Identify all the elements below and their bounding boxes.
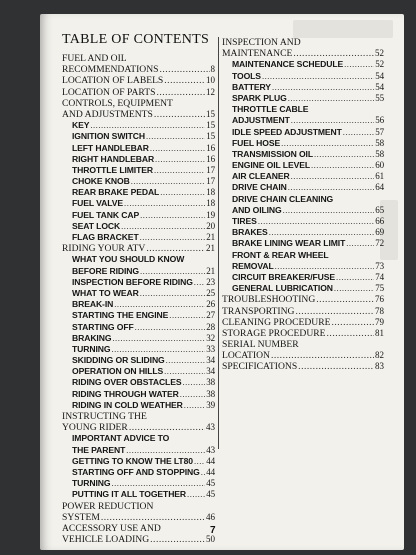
toc-leader-dots: [291, 171, 375, 182]
toc-entry[interactable]: [62, 389, 215, 400]
toc-entry-page: 52: [375, 59, 384, 70]
toc-entry-title: STARTING OFF: [72, 321, 134, 332]
toc-entry[interactable]: [62, 165, 215, 176]
toc-leader-dots: [114, 299, 205, 310]
toc-entry-title: AND ADJUSTMENTS: [62, 108, 153, 120]
toc-leader-dots: [140, 232, 206, 243]
toc-leader-dots: [262, 71, 374, 82]
toc-entry-title: AIR CLEANER: [232, 171, 290, 182]
toc-entry[interactable]: [62, 344, 215, 355]
toc-leader-dots: [269, 227, 374, 238]
toc-entry-page: 78: [375, 305, 384, 316]
toc-entry-page: 8: [210, 64, 215, 75]
toc-leader-dots: [258, 216, 374, 227]
toc-entry[interactable]: [62, 489, 215, 500]
toc-entry-page: 25: [206, 287, 215, 298]
toc-entry-page: 34: [206, 355, 215, 366]
toc-entry-title: FUEL AND OIL: [62, 53, 127, 64]
toc-leader-dots: [180, 389, 205, 400]
toc-entry[interactable]: [62, 254, 215, 265]
toc-entry[interactable]: [222, 250, 384, 261]
toc-leader-dots: [129, 422, 205, 433]
toc-entry-title: BRAKING: [72, 332, 112, 343]
toc-entry[interactable]: [222, 205, 384, 216]
toc-entry-title: TRANSPORTING: [222, 305, 295, 317]
toc-entry[interactable]: [62, 433, 215, 444]
toc-entry[interactable]: [62, 322, 215, 333]
toc-entry-page: 56: [375, 115, 384, 126]
toc-entry-title: GETTING TO KNOW THE LT80: [72, 455, 193, 466]
toc-entry[interactable]: [62, 534, 215, 545]
toc-leader-dots: [194, 456, 205, 467]
toc-entry-title: DRIVE CHAIN CLEANING: [232, 193, 334, 204]
toc-entry-page: 83: [375, 361, 384, 372]
toc-entry-title: WHAT TO WEAR: [72, 287, 139, 298]
toc-leader-dots: [271, 350, 374, 361]
toc-entry[interactable]: [222, 194, 384, 205]
toc-entry-page: 44: [206, 466, 215, 477]
toc-entry-title: BRAKE LINING WEAR LIMIT: [232, 238, 346, 249]
toc-entry-page: 58: [375, 148, 384, 159]
toc-leader-dots: [343, 127, 374, 138]
toc-entry[interactable]: [222, 272, 384, 283]
toc-entry-page: 45: [206, 478, 215, 489]
toc-entry-title: AND OILING: [232, 204, 282, 215]
toc-entry[interactable]: [222, 93, 384, 104]
toc-entry-title: TIRES: [232, 216, 257, 226]
toc-leader-dots: [154, 165, 205, 176]
toc-entry-title: THROTTLE LIMITER: [72, 164, 153, 175]
bleed-through-block: [293, 20, 393, 38]
toc-entry-page: 17: [206, 176, 215, 187]
toc-entry[interactable]: [62, 266, 215, 277]
toc-entry-title: REMOVAL: [232, 260, 274, 271]
toc-entry[interactable]: [62, 187, 215, 198]
toc-entry-page: 82: [375, 350, 384, 361]
toc-entry-page: 16: [206, 142, 215, 153]
toc-entry-page: 52: [375, 48, 384, 59]
toc-entry-title: SPECIFICATIONS: [222, 361, 298, 373]
toc-entry-page: 15: [206, 131, 215, 142]
toc-leader-dots: [336, 272, 374, 283]
toc-entry-title: TURNING: [72, 343, 111, 354]
toc-entry-page: 27: [206, 310, 215, 321]
toc-leader-dots: [90, 120, 205, 131]
toc-entry[interactable]: [62, 64, 215, 75]
toc-entry-title: TOOLS: [232, 70, 261, 81]
toc-entry-page: 16: [206, 153, 215, 164]
toc-entry-page: 34: [206, 366, 215, 377]
toc-entry-title: PUTTING IT ALL TOGETHER: [72, 489, 187, 500]
toc-entry-title: THE PARENT: [72, 444, 126, 455]
toc-leader-dots: [156, 87, 205, 98]
toc-entry-page: 73: [375, 260, 384, 271]
toc-leader-dots: [121, 221, 205, 232]
toc-entry-page: 38: [206, 388, 215, 399]
toc-leader-dots: [111, 478, 205, 489]
toc-leader-dots: [140, 266, 205, 277]
toc-entry[interactable]: [222, 138, 384, 149]
toc-entry-page: 21: [206, 243, 215, 254]
toc-entry-title: FUEL HOSE: [232, 137, 281, 148]
toc-entry[interactable]: [222, 238, 384, 249]
toc-leader-dots: [291, 115, 374, 126]
toc-leader-dots: [283, 205, 375, 216]
toc-entry-title: CLEANING PROCEDURE: [222, 316, 331, 328]
toc-entry-title: LOCATION OF PARTS: [62, 86, 156, 98]
toc-entry-page: 10: [206, 75, 215, 86]
toc-entry-page: 65: [375, 204, 384, 215]
toc-leader-dots: [124, 198, 205, 209]
toc-entry[interactable]: [62, 75, 215, 86]
toc-entry-title: INSPECTION BEFORE RIDING: [72, 276, 193, 287]
toc-entry-page: 17: [206, 164, 215, 175]
toc-entry-page: 74: [375, 271, 384, 282]
toc-entry[interactable]: [62, 366, 215, 377]
toc-entry-title: SKIDDING OR SLIDING: [72, 355, 165, 366]
toc-entry-page: 58: [375, 137, 384, 148]
toc-entry-page: 69: [375, 227, 384, 238]
toc-entry-title: THROTTLE CABLE: [232, 104, 309, 115]
toc-leader-dots: [166, 355, 206, 366]
toc-entry-page: 64: [375, 182, 384, 193]
toc-entry[interactable]: [222, 317, 384, 328]
toc-entry[interactable]: [222, 160, 384, 171]
toc-entry[interactable]: [62, 210, 215, 221]
toc-leader-dots: [288, 182, 374, 193]
toc-entry-title: ADJUSTMENT: [232, 115, 290, 126]
toc-leader-dots: [346, 238, 374, 249]
toc-entry-title: STARTING OFF AND STOPPING: [72, 466, 200, 477]
toc-entry-title: SPARK PLUG: [232, 92, 287, 103]
toc-entry[interactable]: [222, 37, 384, 48]
toc-entry-page: 66: [375, 216, 384, 226]
toc-entry[interactable]: [62, 355, 215, 366]
toc-leader-dots: [126, 445, 205, 456]
toc-leader-dots: [187, 489, 205, 500]
toc-entry-title: SYSTEM: [62, 511, 100, 523]
toc-entry[interactable]: [222, 227, 384, 238]
toc-entry[interactable]: [62, 299, 215, 310]
toc-entry-page: 44: [206, 455, 215, 466]
toc-entry[interactable]: [62, 143, 215, 154]
toc-leader-dots: [140, 210, 205, 221]
toc-leader-dots: [314, 149, 374, 160]
toc-leader-dots: [275, 261, 375, 272]
toc-entry-page: 61: [375, 171, 384, 182]
toc-leader-dots: [150, 534, 205, 545]
toc-entry-page: 12: [206, 86, 215, 97]
toc-entry[interactable]: [62, 98, 215, 109]
toc-leader-dots: [184, 400, 205, 411]
toc-entry-title: BATTERY: [232, 81, 271, 92]
toc-leader-dots: [311, 160, 374, 171]
toc-entry[interactable]: [62, 53, 215, 64]
toc-leader-dots: [164, 75, 205, 86]
toc-entry-title: DRIVE CHAIN: [232, 182, 287, 193]
toc-entry[interactable]: [222, 115, 384, 126]
toc-entry-page: 79: [375, 316, 384, 327]
toc-entry-title: SEAT LOCK: [72, 220, 121, 231]
toc-entry[interactable]: [62, 310, 215, 321]
toc-entry[interactable]: [62, 87, 215, 98]
toc-entry-title: FUEL TANK CAP: [72, 209, 140, 220]
toc-entry-title: RIDING OVER OBSTACLES: [72, 377, 182, 388]
toc-entry-page: 21: [206, 265, 215, 276]
toc-entry-title: RIGHT HANDLEBAR: [72, 153, 155, 164]
toc-entry-page: 76: [375, 294, 384, 305]
toc-entry[interactable]: [222, 104, 384, 115]
toc-leader-dots: [194, 277, 205, 288]
page-number: 7: [210, 525, 216, 536]
toc-entry-page: 75: [375, 283, 384, 294]
toc-entry[interactable]: [222, 171, 384, 182]
toc-leader-dots: [164, 366, 205, 377]
toc-entry-title: WHAT YOU SHOULD KNOW: [72, 254, 185, 265]
toc-entry-title: LEFT HANDLEBAR: [72, 142, 149, 153]
toc-entry[interactable]: [62, 221, 215, 232]
toc-entry[interactable]: [222, 82, 384, 93]
toc-leader-dots: [316, 294, 374, 305]
toc-entry-title: REAR BRAKE PEDAL: [72, 187, 160, 198]
toc-leader-dots: [293, 48, 374, 59]
toc-entry[interactable]: [62, 422, 215, 433]
toc-left-column: [62, 53, 215, 545]
toc-leader-dots: [160, 187, 205, 198]
toc-entry-title: RIDING YOUR ATV: [62, 243, 146, 255]
toc-entry[interactable]: [62, 445, 215, 456]
toc-entry-page: 18: [206, 187, 215, 198]
toc-entry-page: 39: [206, 399, 215, 410]
toc-leader-dots: [272, 82, 374, 93]
toc-entry-page: 15: [206, 120, 215, 131]
toc-entry-page: 50: [206, 534, 215, 545]
toc-entry-page: 57: [375, 126, 384, 137]
toc-entry-page: 23: [206, 276, 215, 287]
toc-entry[interactable]: [62, 512, 215, 523]
toc-entry-page: 28: [206, 321, 215, 332]
toc-leader-dots: [159, 64, 209, 75]
toc-entry-page: 54: [375, 70, 384, 81]
toc-entry[interactable]: [62, 232, 215, 243]
toc-leader-dots: [169, 310, 205, 321]
toc-entry[interactable]: [222, 294, 384, 305]
toc-entry[interactable]: [222, 127, 384, 138]
toc-entry[interactable]: [62, 120, 215, 131]
toc-entry[interactable]: [62, 411, 215, 422]
toc-entry-page: 45: [206, 489, 215, 500]
toc-leader-dots: [155, 154, 205, 165]
toc-entry-title: IMPORTANT ADVICE TO: [72, 433, 170, 444]
toc-entry-title: OPERATION ON HILLS: [72, 366, 164, 377]
toc-entry[interactable]: [62, 523, 215, 534]
toc-leader-dots: [131, 176, 205, 187]
toc-entry[interactable]: [62, 109, 215, 120]
toc-entry-title: ENGINE OIL LEVEL: [232, 160, 310, 171]
toc-leader-dots: [146, 243, 205, 254]
column-divider: [218, 37, 219, 449]
toc-entry[interactable]: [222, 306, 384, 317]
toc-entry-title: MAINTENANCE: [222, 48, 293, 60]
toc-entry-title: STARTING THE ENGINE: [72, 310, 169, 321]
toc-entry[interactable]: [222, 261, 384, 272]
toc-entry-page: 18: [206, 198, 215, 209]
toc-entry-title: STORAGE PROCEDURE: [222, 327, 326, 339]
toc-leader-dots: [281, 138, 374, 149]
toc-entry[interactable]: [62, 456, 215, 467]
toc-entry[interactable]: [222, 361, 384, 372]
toc-entry-title: RECOMMENDATIONS: [62, 64, 159, 76]
toc-entry-page: 32: [206, 332, 215, 343]
toc-leader-dots: [331, 317, 374, 328]
toc-leader-dots: [201, 467, 206, 478]
toc-leader-dots: [140, 288, 205, 299]
toc-leader-dots: [101, 512, 205, 523]
toc-leader-dots: [154, 109, 205, 120]
toc-entry-title: LOCATION: [222, 350, 270, 362]
toc-entry-title: KEY: [72, 120, 90, 131]
toc-entry-title: INSTRUCTING THE: [62, 411, 147, 422]
toc-entry-title: BREAK-IN: [72, 299, 114, 310]
toc-entry[interactable]: [62, 154, 215, 165]
toc-entry-title: CONTROLS, EQUIPMENT: [62, 97, 173, 109]
toc-entry[interactable]: [62, 377, 215, 388]
toc-entry[interactable]: [62, 467, 215, 478]
toc-entry[interactable]: [62, 198, 215, 209]
toc-leader-dots: [295, 306, 374, 317]
toc-entry-page: 46: [206, 511, 215, 522]
toc-entry-page: 54: [375, 81, 384, 92]
toc-entry-title: IGNITION SWITCH: [72, 131, 145, 142]
toc-entry[interactable]: [62, 131, 215, 142]
toc-entry-title: FUEL VALVE: [72, 198, 124, 209]
toc-entry[interactable]: [222, 182, 384, 193]
toc-entry-title: CHOKE KNOB: [72, 176, 130, 187]
toc-entry-title: YOUNG RIDER: [62, 422, 128, 434]
toc-entry-page: 19: [206, 209, 215, 220]
toc-entry-title: RIDING IN COLD WEATHER: [72, 399, 183, 410]
toc-entry[interactable]: [222, 350, 384, 361]
toc-entry[interactable]: [62, 333, 215, 344]
toc-entry-title: IDLE SPEED ADJUSTMENT: [232, 126, 342, 137]
toc-entry-title: ACCESSORY USE AND: [62, 522, 161, 534]
toc-entry[interactable]: [62, 501, 215, 512]
toc-right-column: [222, 37, 384, 373]
toc-entry-page: 15: [206, 108, 215, 119]
toc-leader-dots: [298, 361, 374, 372]
toc-entry-title: FRONT & REAR WHEEL: [232, 249, 329, 260]
toc-leader-dots: [288, 93, 374, 104]
toc-entry-title: TROUBLESHOOTING: [222, 294, 316, 306]
toc-entry-title: GENERAL LUBRICATION: [232, 283, 333, 294]
toc-entry-title: TURNING: [72, 478, 111, 489]
toc-leader-dots: [111, 344, 205, 355]
toc-leader-dots: [135, 322, 206, 333]
toc-leader-dots: [327, 328, 374, 339]
toc-leader-dots: [146, 131, 205, 142]
toc-entry-page: 26: [206, 299, 215, 310]
toc-entry[interactable]: [62, 288, 215, 299]
toc-leader-dots: [334, 283, 374, 294]
toc-entry[interactable]: [222, 339, 384, 350]
toc-title: TABLE OF CONTENTS: [62, 32, 210, 47]
toc-entry-page: 60: [375, 160, 384, 171]
toc-entry-page: 20: [206, 220, 215, 231]
toc-entry[interactable]: [222, 283, 384, 294]
toc-entry-page: 33: [206, 343, 215, 354]
toc-entry-title: SERIAL NUMBER: [222, 339, 299, 351]
toc-leader-dots: [344, 59, 374, 70]
toc-entry[interactable]: [222, 216, 384, 227]
toc-entry-page: 43: [206, 422, 215, 433]
toc-entry-title: RIDING THROUGH WATER: [72, 388, 179, 399]
toc-entry[interactable]: [62, 400, 215, 411]
toc-entry-title: BRAKES: [232, 227, 268, 238]
toc-entry[interactable]: [222, 59, 384, 70]
toc-entry-title: LOCATION OF LABELS: [62, 75, 164, 87]
toc-leader-dots: [112, 333, 205, 344]
toc-entry-page: 43: [206, 444, 215, 455]
toc-leader-dots: [182, 377, 205, 388]
toc-entry-title: POWER REDUCTION: [62, 500, 154, 512]
toc-entry-page: 72: [375, 238, 384, 249]
toc-entry-page: 38: [206, 377, 215, 388]
toc-entry[interactable]: [62, 277, 215, 288]
toc-entry[interactable]: [62, 176, 215, 187]
toc-entry[interactable]: [222, 71, 384, 82]
toc-entry-page: 55: [375, 92, 384, 103]
toc-entry-title: INSPECTION AND: [222, 37, 301, 48]
toc-entry-title: FLAG BRACKET: [72, 232, 139, 242]
toc-entry[interactable]: [222, 48, 384, 59]
toc-entry-page: 81: [375, 327, 384, 338]
toc-entry-title: MAINTENANCE SCHEDULE: [232, 59, 344, 70]
toc-entry[interactable]: [62, 243, 215, 254]
toc-entry-page: 21: [206, 232, 215, 242]
toc-entry-title: VEHICLE LOADING: [62, 534, 150, 546]
toc-entry[interactable]: [222, 149, 384, 160]
toc-entry-title: BEFORE RIDING: [72, 265, 139, 276]
toc-entry[interactable]: [62, 478, 215, 489]
toc-entry[interactable]: [222, 328, 384, 339]
toc-entry-title: TRANSMISSION OIL: [232, 148, 313, 159]
toc-entry-title: CIRCUIT BREAKER/FUSE: [232, 271, 336, 282]
toc-leader-dots: [150, 143, 205, 154]
